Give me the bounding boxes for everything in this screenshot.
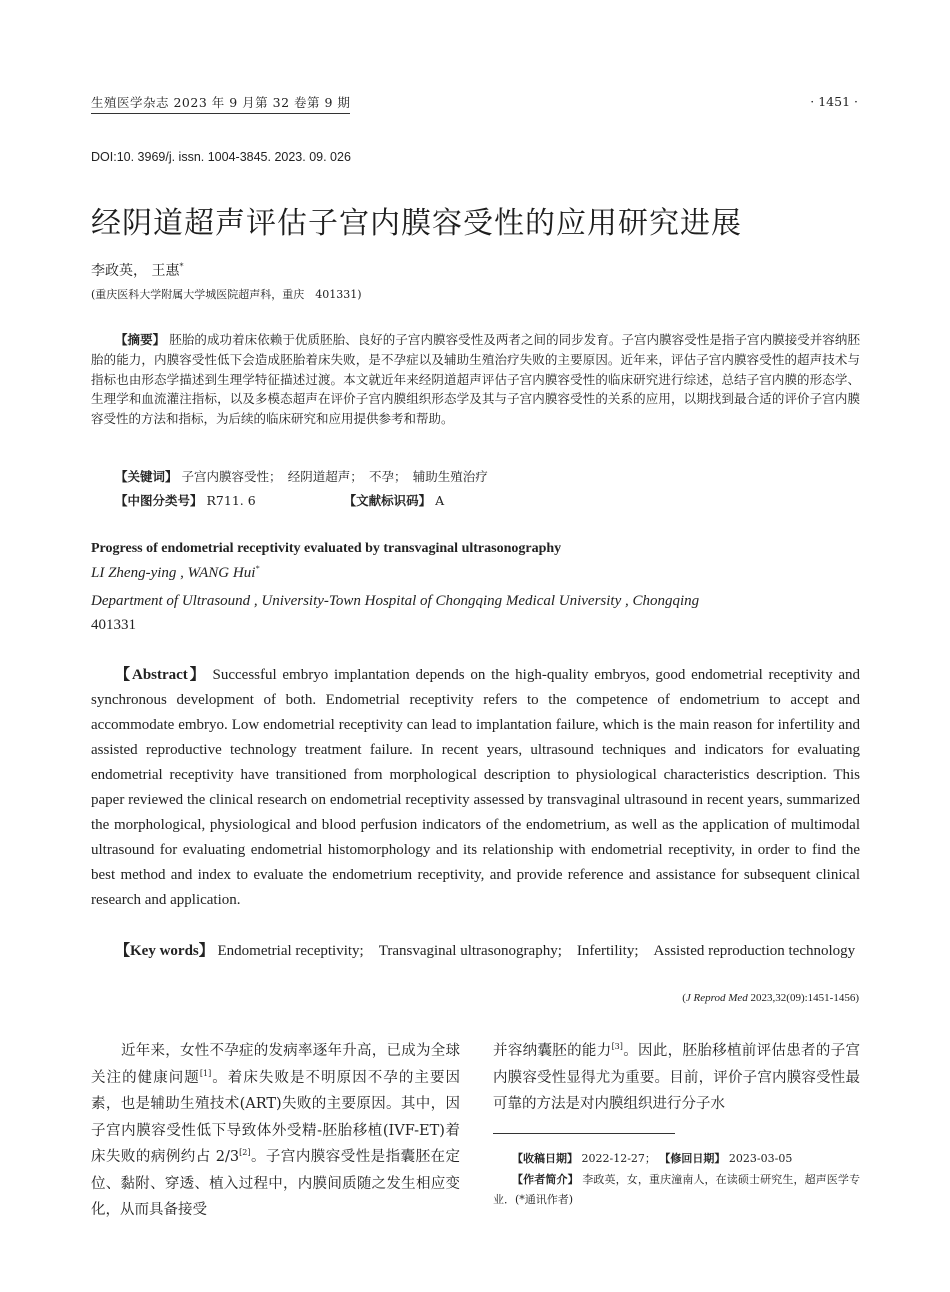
body-text: 。因此，胚胎移植前评估患者的子宫内膜容受性显得尤为重要。目前，评价子宫内膜容受性最可靠的方法是对内膜组织进行分子水 bbox=[493, 1043, 861, 1112]
cn-affiliation: (重庆医科大学附属大学城医院超声科，重庆 401331) bbox=[91, 288, 362, 301]
en-abstract-text: Successful embryo implantation depends on the high-quality embryos, good endometrial receptivity and synchronous development of both. Endometrial receptivity refers to the competence of endometrium to accept and accommodate embryo. Low endometrial receptivity can lead to implantation failure, which is the main reason for infertility and assisted reproductive technology treatment failure. In recent years, ultrasound techniques and indicators for evaluating endometrial receptivity have transitioned from morphological description to physiological characteristics description. This paper reviewed the clinical research on endometrial receptivity assessed by transvaginal ultrasound in recent years, summarized the morphological, physiological and blood perfusion indicators of the endometrium, as well as the application of multimodal ultrasound for evaluating endometrial histomorphology and its relationship with endometrial receptivity, in order to find the best method and index to evaluate the endometrium receptivity, and provide reference and assistance for subsequent clinical research and application. bbox=[91, 667, 860, 908]
body-text: 近年来，女性不孕症的发病率逐年升高，已成为全球关注的健康问题 bbox=[91, 1043, 460, 1086]
cn-classification bbox=[115, 491, 815, 509]
footnote-author-bio bbox=[493, 1170, 860, 1210]
citation bbox=[682, 992, 859, 1004]
doi[interactable]: DOI:10. 3969/j. issn. 1004-3845. 2023. 09. 026 bbox=[91, 150, 351, 164]
reference-2[interactable]: [2] bbox=[239, 1148, 251, 1157]
cn-keywords-label: 【关键词】 bbox=[115, 469, 178, 484]
cn-authors bbox=[91, 260, 183, 280]
bio-text: 李政英，女，重庆潼南人，在读硕士研究生，超声医学专业．(*通讯作者) bbox=[493, 1173, 861, 1206]
en-affiliation-zip: 401331 bbox=[91, 617, 136, 633]
cn-keywords-text: 子宫内膜容受性； 经阴道超声； 不孕； 辅助生殖治疗 bbox=[181, 469, 488, 484]
page-number: · 1451 · bbox=[810, 94, 858, 109]
revised-label: 【修回日期】 bbox=[659, 1152, 726, 1165]
reference-3[interactable]: [3] bbox=[611, 1042, 623, 1051]
en-keywords-text: Endometrial receptivity; Transvaginal ultrasonography; Infertility; Assisted reproduction technology bbox=[217, 943, 856, 959]
cn-abstract-label: 【摘要】 bbox=[115, 332, 166, 347]
doc-code-label: 【文献标识码】 bbox=[343, 493, 432, 508]
cn-corresponding-mark: * bbox=[179, 262, 184, 271]
footnote-dates bbox=[512, 1150, 792, 1166]
en-author-names: LI Zheng-ying , WANG Hui bbox=[91, 565, 256, 581]
footnote-divider bbox=[493, 1133, 675, 1134]
body-column-right bbox=[493, 1038, 860, 1118]
body-text: 。子宫内膜容受性是指囊胚在定位、黏附、穿透、植入过程中，内膜间质随之发生相应变化，从而具备接受 bbox=[91, 1149, 460, 1218]
citation-details: 2023,32(09):1451-1456) bbox=[747, 992, 859, 1004]
received-value: 2022-12-27； bbox=[581, 1152, 656, 1165]
clc-value: R711. 6 bbox=[206, 493, 256, 508]
received-label: 【收稿日期】 bbox=[512, 1152, 578, 1165]
cn-abstract-text: 胚胎的成功着床依赖于优质胚胎、良好的子宫内膜容受性及两者之间的同步发育。子宫内膜容受性是指子宫内膜接受并容纳胚胎的能力，内膜容受性低下会造成胚胎着床失败，是不孕症以及辅助生殖治疗失败的主要原因。近年来，评估子宫内膜容受性的超声技术与指标也由形态学描述到生理学特征描述过渡。本文就近年来经阴道超声评估子宫内膜容受性的临床研究进行综述，总结子宫内膜的形态学、生理学和血流灌注指标，以及多模态超声在评价子宫内膜组织形态学及其与子宫内膜容受性的关系的应用，以期找到最合适的评价子宫内膜容受性的方法和指标，为后续的临床研究和应用提供参考和帮助。 bbox=[91, 332, 860, 427]
en-abstract-label: 【Abstract】 bbox=[115, 667, 207, 683]
body-column-left bbox=[91, 1038, 460, 1224]
en-keywords-label: 【Key words】 bbox=[115, 943, 214, 959]
en-keywords bbox=[91, 939, 860, 964]
cn-abstract bbox=[91, 330, 860, 429]
citation-open: ( bbox=[682, 992, 686, 1004]
body-text: 并容纳囊胚的能力 bbox=[493, 1043, 612, 1059]
revised-value: 2023-03-05 bbox=[728, 1152, 793, 1165]
en-authors bbox=[91, 565, 259, 582]
clc-label: 【中图分类号】 bbox=[115, 493, 203, 508]
body-text: 。着床失败是不明原因不孕的主要因素，也是辅助生殖技术(ART)失败的主要原因。其中，因子宫内膜容受性低下导致体外受精-胚胎移植(IVF-ET)着床失败的病例约占 2/3 bbox=[91, 1069, 461, 1165]
running-header: 生殖医学杂志 2023 年 9 月第 32 卷第 9 期 bbox=[91, 93, 350, 114]
en-affiliation-text: Department of Ultrasound , University-Town Hospital of Chongqing Medical University , Chongqing bbox=[91, 593, 700, 609]
reference-1[interactable]: [1] bbox=[199, 1068, 212, 1078]
en-affiliation bbox=[91, 589, 860, 637]
en-abstract bbox=[91, 663, 860, 913]
cn-keywords bbox=[115, 467, 488, 485]
cn-author-names: 李政英， 王惠 bbox=[91, 263, 180, 279]
bio-label: 【作者简介】 bbox=[512, 1173, 579, 1186]
cn-title: 经阴道超声评估子宫内膜容受性的应用研究进展 bbox=[91, 206, 742, 241]
doc-code-value: A bbox=[435, 493, 445, 508]
en-corresponding-mark: * bbox=[255, 564, 260, 573]
citation-journal: J Reprod Med bbox=[685, 992, 748, 1004]
en-title: Progress of endometrial receptivity evaluated by transvaginal ultrasonography bbox=[91, 541, 562, 556]
